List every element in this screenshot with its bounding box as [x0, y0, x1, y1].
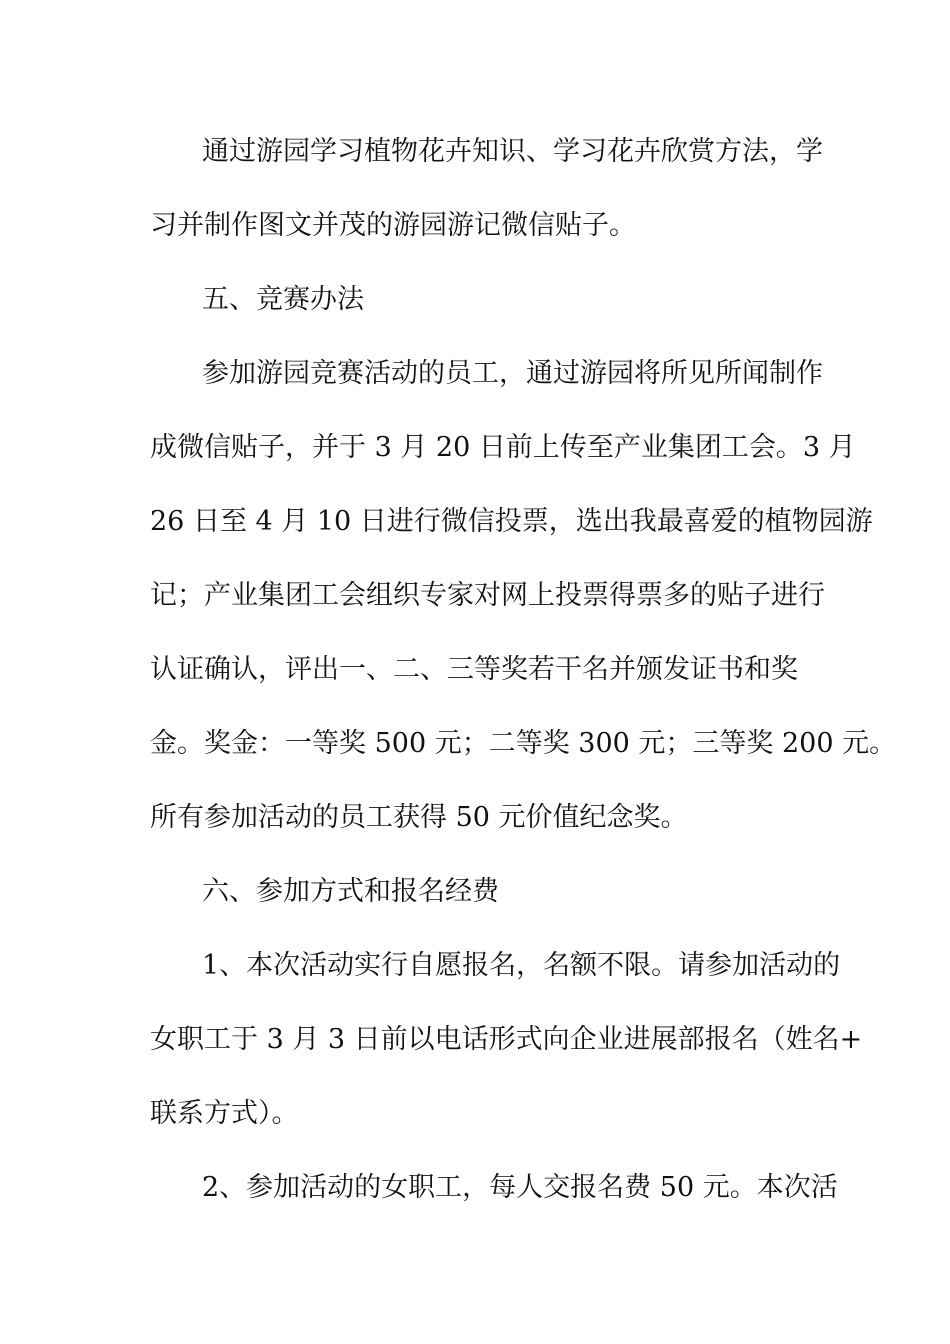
text-line-content: 联系方式）。: [150, 1098, 299, 1129]
text-line-content: 26 日至 4 月 10 日进行微信投票，选出我最喜爱的植物园游: [150, 506, 873, 537]
text-line-content: 认证确认，评出一、二、三等奖若干名并颁发证书和奖: [150, 654, 798, 685]
text-line-content: 习并制作图文并茂的游园游记微信贴子。: [150, 210, 636, 241]
text-line-content: 成微信贴子，并于 3 月 20 日前上传至产业集团工会。3 月: [150, 432, 856, 463]
text-line-content: 参加游园竞赛活动的员工，通过游园将所见所闻制作: [202, 358, 823, 389]
text-line-content: 金。奖金：一等奖 500 元；二等奖 300 元；三等奖 200 元。: [150, 728, 897, 759]
text-line-content: 女职工于 3 月 3 日前以电话形式向企业进展部报名（姓名+: [150, 1024, 863, 1055]
section-heading-text: 六、参加方式和报名经费: [202, 876, 499, 907]
text-line-content: 1、本次活动实行自愿报名，名额不限。请参加活动的: [202, 950, 841, 981]
text-line-content: 通过游园学习植物花卉知识、学习花卉欣赏方法，学: [202, 136, 823, 167]
text-line-content: 所有参加活动的员工获得 50 元价值纪念奖。: [150, 802, 688, 833]
text-line-content: 2、参加活动的女职工，每人交报名费 50 元。本次活: [202, 1172, 838, 1203]
section-heading-text: 五、竞赛办法: [202, 284, 364, 315]
text-line-content: 记；产业集团工会组织专家对网上投票得票多的贴子进行: [150, 580, 825, 611]
